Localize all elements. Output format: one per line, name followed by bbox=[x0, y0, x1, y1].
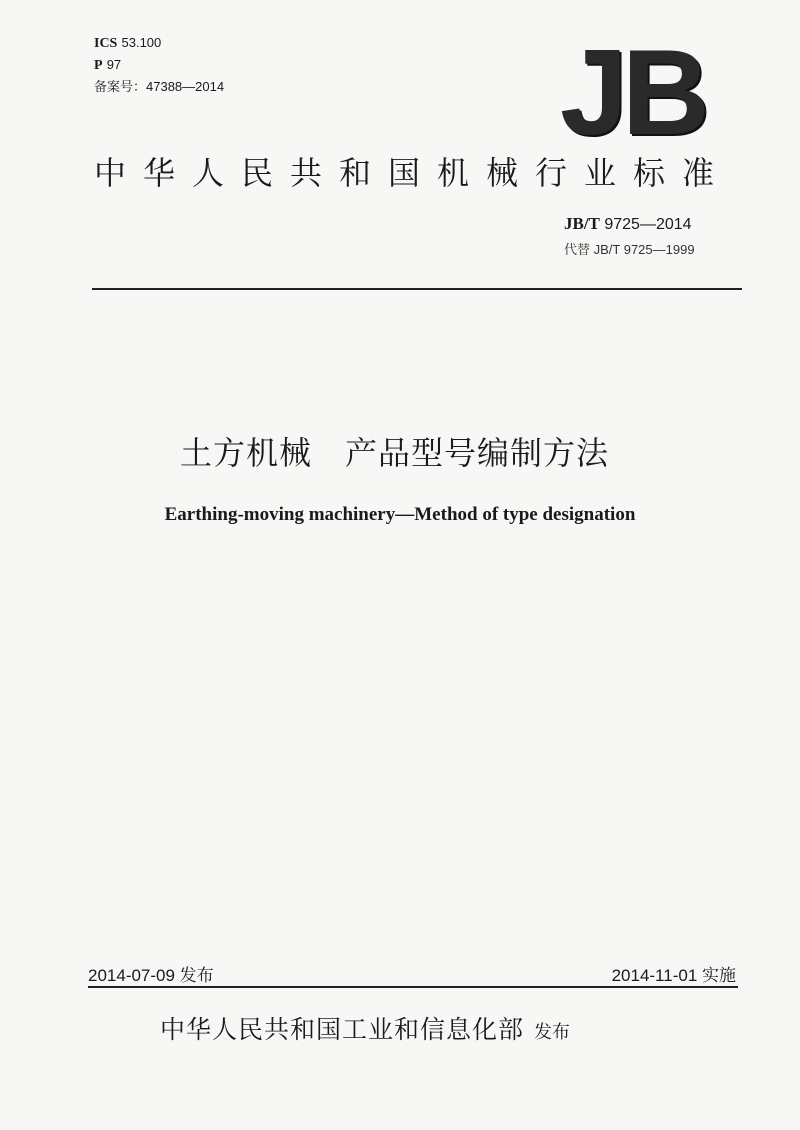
publisher-name: 中华人民共和国工业和信息化部 bbox=[160, 1015, 525, 1044]
top-divider bbox=[92, 288, 742, 290]
classification-code bbox=[94, 54, 224, 76]
standard-number bbox=[564, 214, 692, 234]
implementation-date: 2014-11-01 实施 bbox=[611, 966, 736, 985]
document-title-cn: 土方机械 产品型号编制方法 bbox=[180, 434, 610, 472]
standard-number-value: 9725—2014 bbox=[604, 216, 692, 233]
standard-prefix: JB/T bbox=[564, 214, 600, 233]
ics-value: 53.100 bbox=[121, 35, 162, 50]
publisher-suffix: 发布 bbox=[534, 1022, 571, 1043]
publisher bbox=[160, 1010, 570, 1046]
ics-label: ICS bbox=[94, 36, 118, 51]
class-label: P bbox=[94, 58, 103, 73]
replaces-standard: 代替 JB/T 9725—1999 bbox=[564, 242, 695, 257]
document-title-en: Earthing-moving machinery—Method of type designation bbox=[164, 504, 636, 525]
record-number: 备案号：47388—2014 bbox=[94, 79, 225, 94]
ics-code bbox=[94, 32, 224, 54]
issue-date: 2014-07-09 发布 bbox=[88, 966, 214, 985]
industry-standard-title: 中华人民共和国机械行业标准 bbox=[94, 154, 732, 192]
document-meta bbox=[94, 32, 224, 97]
bottom-divider bbox=[88, 986, 738, 988]
jb-logo: JB bbox=[560, 24, 704, 160]
class-value: 97 bbox=[106, 57, 122, 72]
